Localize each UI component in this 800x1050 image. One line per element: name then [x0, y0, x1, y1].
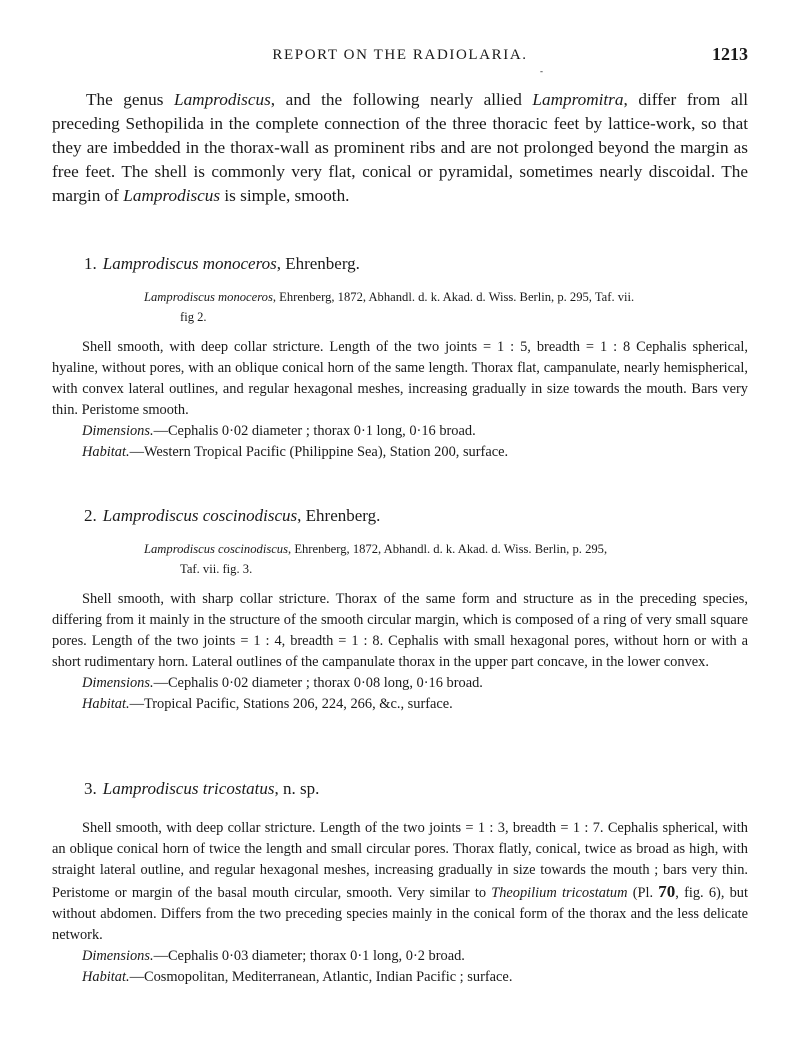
- habitat-line: Habitat.—Western Tropical Pacific (Philippine Sea), Station 200, surface.: [82, 444, 509, 460]
- species-reference: Lamprodiscus monoceros, Ehrenberg, 1872, Abhandl. d. k. Akad. d. Wiss. Berlin, p. 295, Taf. vii. fig 2.: [144, 290, 635, 324]
- species-entry-1: [52, 253, 748, 463]
- running-head: [52, 44, 748, 76]
- dimensions-line: Dimensions.—Cephalis 0·03 diameter; thorax 0·1 long, 0·2 broad.: [82, 948, 465, 964]
- species-name: Lamprodiscus monoceros: [102, 254, 277, 273]
- genus-name: Lamprodiscus: [123, 186, 221, 205]
- species-entry-3: [52, 778, 748, 988]
- habitat-line: Habitat.—Tropical Pacific, Stations 206, 224, 266, &c., surface.: [82, 696, 453, 712]
- species-heading: 2. Lamprodiscus coscinodiscus, Ehrenberg.: [84, 506, 381, 525]
- running-title: REPORT ON THE RADIOLARIA.: [272, 47, 528, 63]
- species-description: Shell smooth, with sharp collar stricture. Thorax of the same form and structure as in the preceding species, differing from it mainly in the structure of the smooth circular margin, which is composed of a ring of very small square pores. Length of the two joints = 1 : 4, breadth = 1 : 8. Cephalis with small hexagonal pores, without horn or with a short rudimentary horn. Lateral outlines of the campanulate thorax in the upper part concave, in the lower convex.: [52, 591, 748, 670]
- species-name: Lamprodiscus coscinodiscus: [102, 506, 298, 525]
- genus-name: Lampromitra: [532, 90, 624, 109]
- dimensions-line: Dimensions.—Cephalis 0·02 diameter ; thorax 0·08 long, 0·16 broad.: [82, 675, 483, 691]
- species-name: Lamprodiscus tricostatus: [102, 779, 275, 798]
- species-heading: 3. Lamprodiscus tricostatus, n. sp.: [84, 779, 320, 798]
- species-ref-name: Theopilium tricostatum: [491, 885, 628, 901]
- page-number: 1213: [712, 44, 748, 64]
- habitat-line: Habitat.—Cosmopolitan, Mediterranean, Atlantic, Indian Pacific ; surface.: [82, 969, 513, 985]
- dimensions-line: Dimensions.—Cephalis 0·02 diameter ; thorax 0·1 long, 0·16 broad.: [82, 423, 476, 439]
- intro-paragraph: [52, 88, 748, 208]
- print-mark-icon: -: [540, 66, 543, 76]
- species-heading: 1. Lamprodiscus monoceros, Ehrenberg.: [84, 254, 360, 273]
- plate-number: 70: [658, 882, 676, 901]
- intro-text: The genus Lamprodiscus, and the following nearly allied Lampromitra, differ from all preceding Sethopilida in the complete connection of the three thoracic feet by lattice-work, so that they are imbedded in the thorax-wall as prominent ribs and are not prolonged beyond the margin as free feet. The shell is commonly very flat, conical or pyramidal, sometimes nearly discoidal. The margin of Lamprodiscus is simple, smooth.: [52, 90, 749, 205]
- species-description: Shell smooth, with deep collar stricture. Length of the two joints = 1 : 3, breadth = 1 : 7. Cephalis spherical, with an oblique conical horn of twice the length and small circular pores. Thorax flatly, conical, twice as broad as high, with straight lateral outline, and regular hexagonal meshes, increasing gradually in size towards the mouth ; bars very thin. Peristome or margin of the basal mouth circular, smooth. Very similar to Theopilium tricostatum (Pl. 70, fig. 6), but without abdomen. Differs from the two preceding species mainly in the conical form of the thorax and the less delicate network.: [52, 820, 748, 943]
- species-description: Shell smooth, with deep collar stricture. Length of the two joints = 1 : 5, breadth = 1 : 8 Cephalis spherical, hyaline, without pores, with an oblique conical horn of the same length. Thorax flat, campanulate, nearly hemispherical, with convex lateral outlines, and regular hexagonal meshes, increasing gradually in size towards the mouth. Bars very thin. Peristome smooth.: [52, 339, 748, 418]
- genus-name: Lamprodiscus: [174, 90, 271, 109]
- species-reference: Lamprodiscus coscinodiscus, Ehrenberg, 1872, Abhandl. d. k. Akad. d. Wiss. Berlin, p. 295, Taf. vii. fig. 3.: [144, 542, 608, 576]
- species-entry-2: [52, 505, 748, 715]
